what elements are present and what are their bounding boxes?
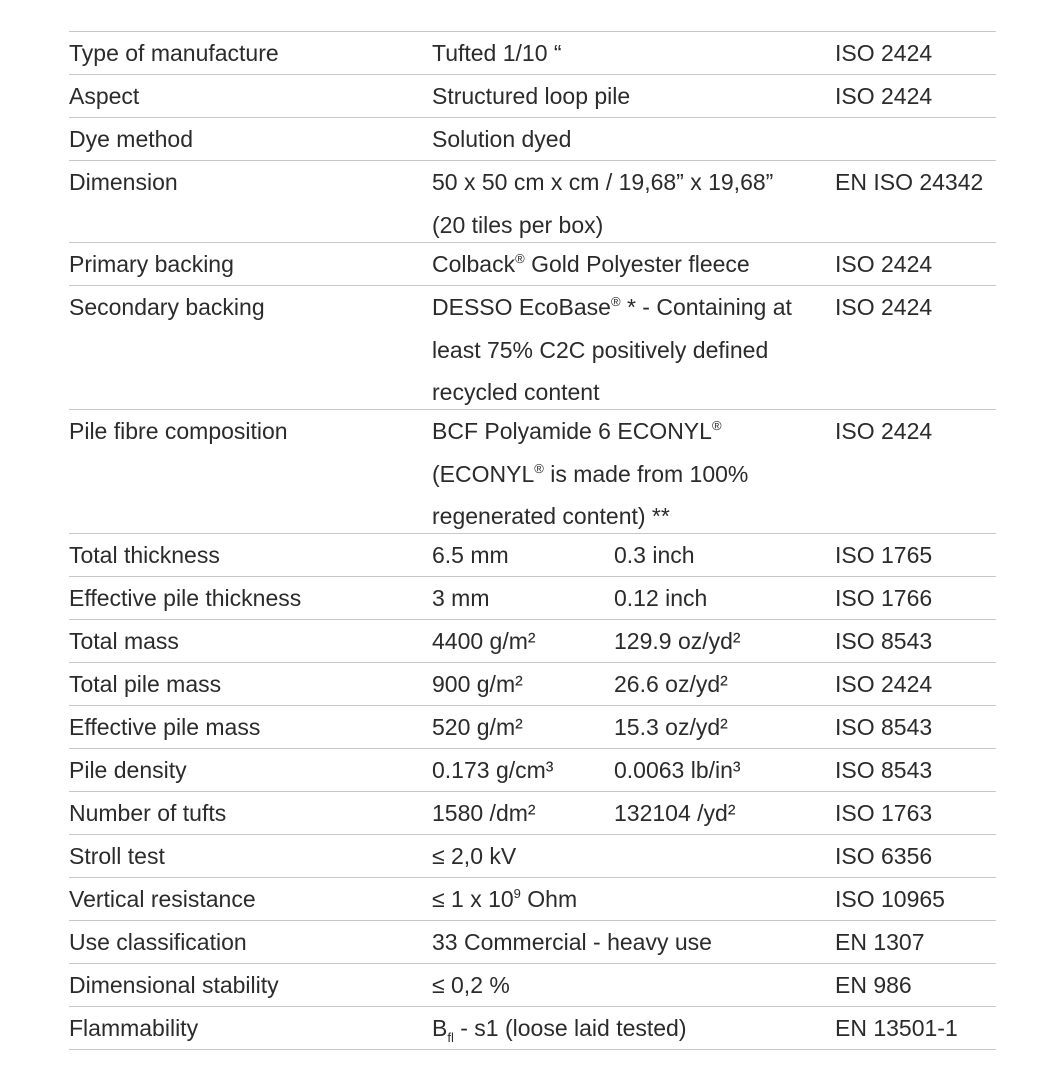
property-value bbox=[432, 410, 812, 538]
value-text: ≤ 1 x 10 bbox=[432, 886, 514, 912]
property-label: Pile density bbox=[69, 757, 187, 783]
test-standard: ISO 2424 bbox=[835, 83, 933, 109]
table-row bbox=[69, 706, 996, 749]
property-value bbox=[432, 243, 750, 286]
imperial-value: 26.6 oz/yd² bbox=[614, 671, 728, 697]
property-value bbox=[432, 1007, 687, 1050]
value-text: - s1 (loose laid tested) bbox=[453, 1015, 687, 1041]
table-row bbox=[69, 286, 996, 410]
test-standard: EN 986 bbox=[835, 972, 912, 998]
registered-mark: ® bbox=[711, 418, 722, 433]
table-row bbox=[69, 835, 996, 878]
property-label: Stroll test bbox=[69, 843, 165, 869]
table-row bbox=[69, 878, 996, 921]
test-standard: ISO 8543 bbox=[835, 714, 933, 740]
exponent: 9 bbox=[513, 886, 521, 901]
value-text: Gold Polyester fleece bbox=[524, 251, 750, 277]
table-row bbox=[69, 243, 996, 286]
value-text: (ECONYL bbox=[432, 460, 535, 487]
property-label: Primary backing bbox=[69, 251, 234, 277]
property-label: Dimension bbox=[69, 169, 178, 195]
test-standard: ISO 1763 bbox=[835, 800, 933, 826]
property-label: Pile fibre composition bbox=[69, 418, 288, 444]
property-label: Flammability bbox=[69, 1015, 199, 1041]
property-label: Total mass bbox=[69, 628, 179, 654]
table-row bbox=[69, 410, 996, 534]
property-label: Secondary backing bbox=[69, 294, 265, 320]
property-value: 1580 /dm² bbox=[432, 800, 536, 826]
property-value: 33 Commercial - heavy use bbox=[432, 929, 712, 955]
property-label: Aspect bbox=[69, 83, 140, 109]
test-standard: ISO 2424 bbox=[835, 671, 933, 697]
property-value: 3 mm bbox=[432, 585, 490, 611]
test-standard: EN 1307 bbox=[835, 929, 925, 955]
test-standard: ISO 1766 bbox=[835, 585, 933, 611]
property-value: 4400 g/m² bbox=[432, 628, 536, 654]
property-label: Dimensional stability bbox=[69, 972, 279, 998]
table-row bbox=[69, 32, 996, 75]
value-text: B bbox=[432, 1015, 448, 1041]
test-standard: ISO 2424 bbox=[835, 40, 933, 66]
imperial-value: 0.3 inch bbox=[614, 542, 695, 568]
table-row bbox=[69, 792, 996, 835]
test-standard: ISO 1765 bbox=[835, 542, 933, 568]
value-text: DESSO EcoBase bbox=[432, 294, 611, 320]
value-text: is made from 100% bbox=[543, 460, 749, 487]
property-label: Total pile mass bbox=[69, 671, 222, 697]
test-standard: ISO 2424 bbox=[835, 294, 933, 320]
value-text: * - Containing at bbox=[620, 294, 792, 320]
imperial-value: 129.9 oz/yd² bbox=[614, 628, 741, 654]
property-label: Vertical resistance bbox=[69, 886, 256, 912]
property-value: 900 g/m² bbox=[432, 671, 523, 697]
test-standard: EN ISO 24342 bbox=[835, 169, 984, 195]
value-text: BCF Polyamide 6 ECONYL bbox=[432, 418, 712, 444]
property-value: ≤ 0,2 % bbox=[432, 972, 510, 998]
value-text: Colback bbox=[432, 251, 516, 277]
table-row bbox=[69, 577, 996, 620]
value-line: recycled content bbox=[432, 379, 600, 405]
property-label: Use classification bbox=[69, 929, 247, 955]
property-label: Type of manufacture bbox=[69, 40, 279, 66]
property-label: Dye method bbox=[69, 126, 194, 152]
test-standard: ISO 10965 bbox=[835, 886, 945, 912]
table-row bbox=[69, 663, 996, 706]
table-row bbox=[69, 75, 996, 118]
value-line: regenerated content) ** bbox=[432, 503, 670, 529]
value-line: least 75% C2C positively defined bbox=[432, 336, 769, 363]
registered-mark: ® bbox=[515, 251, 525, 266]
value-line: 50 x 50 cm x cm / 19,68” x 19,68” bbox=[432, 169, 774, 195]
test-standard: EN 13501-1 bbox=[835, 1015, 958, 1041]
registered-mark: ® bbox=[610, 294, 621, 309]
property-value: Solution dyed bbox=[432, 126, 572, 152]
test-standard: ISO 6356 bbox=[835, 843, 933, 869]
property-label: Effective pile thickness bbox=[69, 585, 302, 611]
property-value: Tufted 1/10 “ bbox=[432, 40, 562, 66]
registered-mark: ® bbox=[534, 460, 544, 476]
value-text: Ohm bbox=[520, 886, 578, 912]
property-value bbox=[432, 161, 812, 246]
table-row bbox=[69, 921, 996, 964]
test-standard: ISO 8543 bbox=[835, 757, 933, 783]
imperial-value: 132104 /yd² bbox=[614, 800, 736, 826]
test-standard: ISO 2424 bbox=[835, 418, 933, 444]
property-value bbox=[432, 878, 577, 921]
property-label: Number of tufts bbox=[69, 800, 227, 826]
imperial-value: 0.0063 lb/in³ bbox=[614, 757, 741, 783]
imperial-value: 0.12 inch bbox=[614, 585, 708, 611]
table-row bbox=[69, 620, 996, 663]
table-row bbox=[69, 964, 996, 1007]
table-row bbox=[69, 161, 996, 243]
imperial-value: 15.3 oz/yd² bbox=[614, 714, 728, 740]
property-value: 520 g/m² bbox=[432, 714, 523, 740]
value-line: (20 tiles per box) bbox=[432, 211, 604, 238]
property-value: ≤ 2,0 kV bbox=[432, 843, 517, 869]
test-standard: ISO 2424 bbox=[835, 251, 933, 277]
property-value: 0.173 g/cm³ bbox=[432, 757, 554, 783]
property-value bbox=[432, 286, 812, 414]
table-row bbox=[69, 118, 996, 161]
subscript: fl bbox=[447, 1030, 454, 1045]
property-value: 6.5 mm bbox=[432, 542, 509, 568]
specification-table bbox=[69, 31, 996, 1050]
table-row bbox=[69, 534, 996, 577]
property-label: Effective pile mass bbox=[69, 714, 261, 740]
property-label: Total thickness bbox=[69, 542, 220, 568]
test-standard: ISO 8543 bbox=[835, 628, 933, 654]
property-value: Structured loop pile bbox=[432, 83, 631, 109]
table-row bbox=[69, 749, 996, 792]
table-row bbox=[69, 1007, 996, 1050]
